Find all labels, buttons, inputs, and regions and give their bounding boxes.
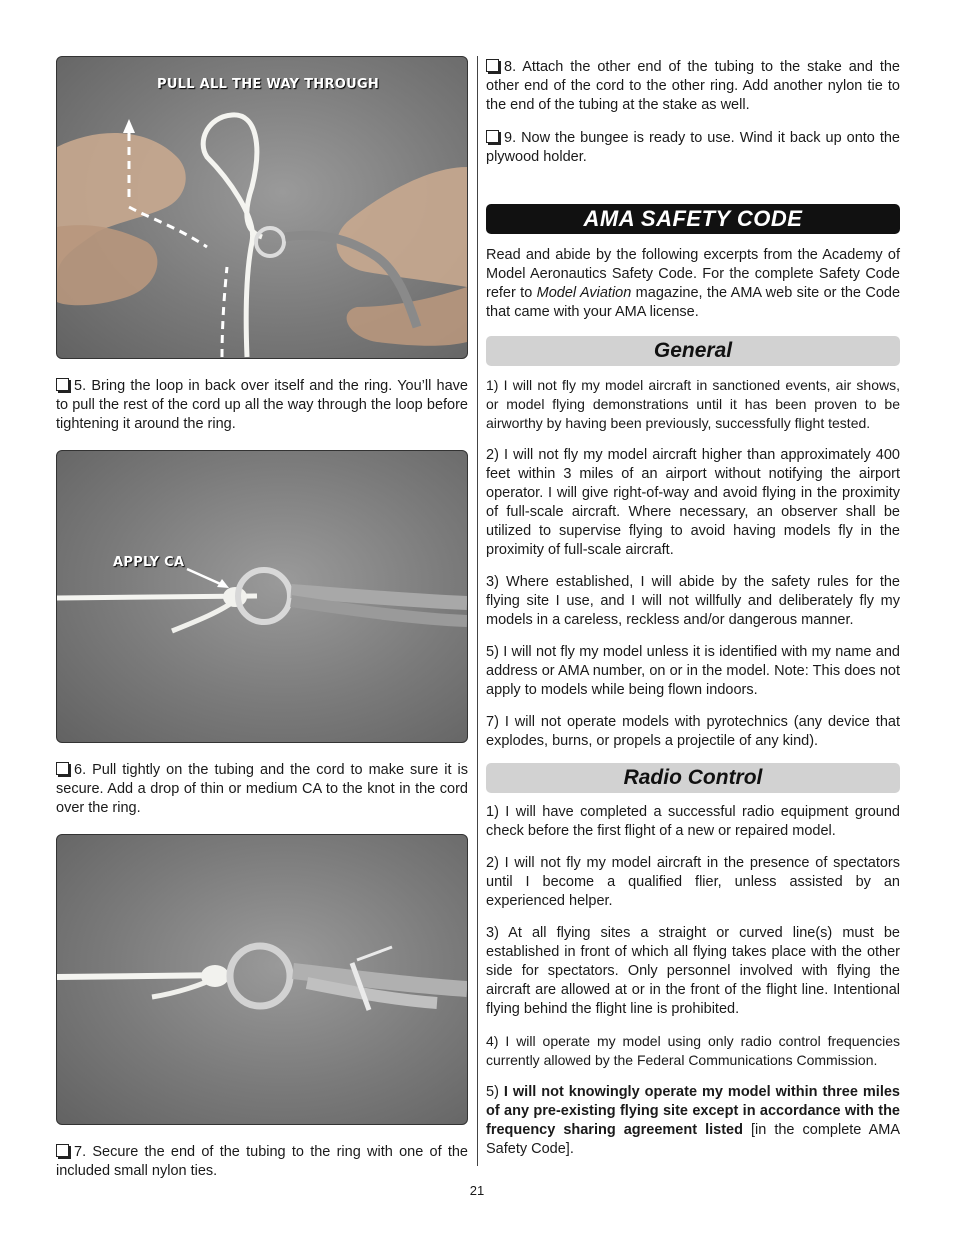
checkbox-icon[interactable] [486, 59, 499, 72]
general-rule-1: 1) I will not fly my model aircraft in sanctioned events, air shows, or model flying demonstrations until it has been proven to be airworthy by having been previously, successfully flight tested. [486, 377, 900, 431]
ama-safety-code-banner: AMA SAFETY CODE [486, 204, 900, 234]
checkbox-icon[interactable] [56, 762, 69, 775]
general-rule-3: 3) Where established, I will abide by the safety rules for the flying site I use, and I will not willfully and deliberately fly my models in a careless, reckless and/or dangerous manner. [486, 574, 900, 628]
safety-intro: Read and abide by the following excerpts from the Academy of Model Aeronautics Safety Code. For the complete Safety Code refer to Model Aviation magazine, the AMA web site or the Code that came with your AMA license. [486, 247, 901, 320]
photo-hands-illustration [57, 57, 467, 358]
photo-tie-illustration [57, 835, 467, 1124]
page-number: 21 [469, 1183, 485, 1198]
radio-rule-4: 4) I will operate my model using only radio control frequencies currently allowed by the Federal Communications Commission. [486, 1033, 900, 1068]
photo-label-pull-through: PULL ALL THE WAY THROUGH [157, 77, 380, 92]
photo-label-apply-ca: APPLY CA [113, 555, 185, 570]
column-divider [477, 56, 478, 1166]
left-column [56, 56, 468, 1181]
radio-rule-3: 3) At all flying sites a straight or curved line(s) must be established in front of which all flying takes place with the other side for spectators. Only personnel involved with flying the aircraft are allowed at or in the front of the flight line. Intentional flying behind the flight line is prohibited. [486, 925, 900, 1017]
radio-rules [486, 803, 900, 1159]
step-8: 8. Attach the other end of the tubing to the stake and the other end of the cord to the other ring. Add another nylon tie to the end of the tubing at the stake as well. [486, 59, 900, 113]
checkbox-icon[interactable] [56, 378, 69, 391]
photo-nylon-tie [56, 834, 468, 1125]
photo-loop-through [56, 56, 468, 359]
checkbox-icon[interactable] [486, 130, 499, 143]
checkbox-icon[interactable] [56, 1144, 69, 1157]
radio-rule-2: 2) I will not fly my model aircraft in the presence of spectators until I become a qualified flier, unless assisted by an experienced helper. [486, 855, 900, 909]
step-9: 9. Now the bungee is ready to use. Wind it back up onto the plywood holder. [486, 130, 900, 165]
radio-control-heading: Radio Control [486, 763, 900, 793]
step-5: 5. Bring the loop in back over itself and the ring. You’ll have to pull the rest of the cord up all the way through the loop before tightening it around the ring. [56, 378, 468, 432]
general-rule-2: 2) I will not fly my model aircraft higher than approximately 400 feet within 3 miles of an airport without notifying the airport operator. I will give right-of-way and avoid flying in the proximity of full-scale aircraft. Where necessary, an observer shall be utilized to supervise flying to avoid having models fly in the proximity of full-scale aircraft. [486, 447, 900, 558]
step-6: 6. Pull tightly on the tubing and the cord to make sure it is secure. Add a drop of thin or medium CA to the knot in the cord over the ring. [56, 762, 468, 816]
right-column [486, 56, 900, 1159]
general-heading: General [486, 336, 900, 366]
radio-rule-5: 5) I will not knowingly operate my model within three miles of any pre-existing flying site except in accordance with the frequency sharing agreement listed [in the complete AMA Safety Code]. [486, 1084, 901, 1157]
photo-knot-illustration [57, 451, 467, 742]
photo-apply-ca [56, 450, 468, 743]
general-rule-5: 5) I will not fly my model unless it is identified with my name and address or AMA number, on or in the model. Note: This does not apply to models while being flown indoors. [486, 644, 900, 698]
general-rule-7: 7) I will not operate models with pyrotechnics (any device that explodes, burns, or propels a projectile of any kind). [486, 714, 900, 749]
step-7: 7. Secure the end of the tubing to the ring with one of the included small nylon ties. [56, 1144, 468, 1179]
radio-rule-1: 1) I will have completed a successful radio equipment ground check before the first flight of a new or repaired model. [486, 804, 900, 839]
general-rules [486, 376, 900, 751]
